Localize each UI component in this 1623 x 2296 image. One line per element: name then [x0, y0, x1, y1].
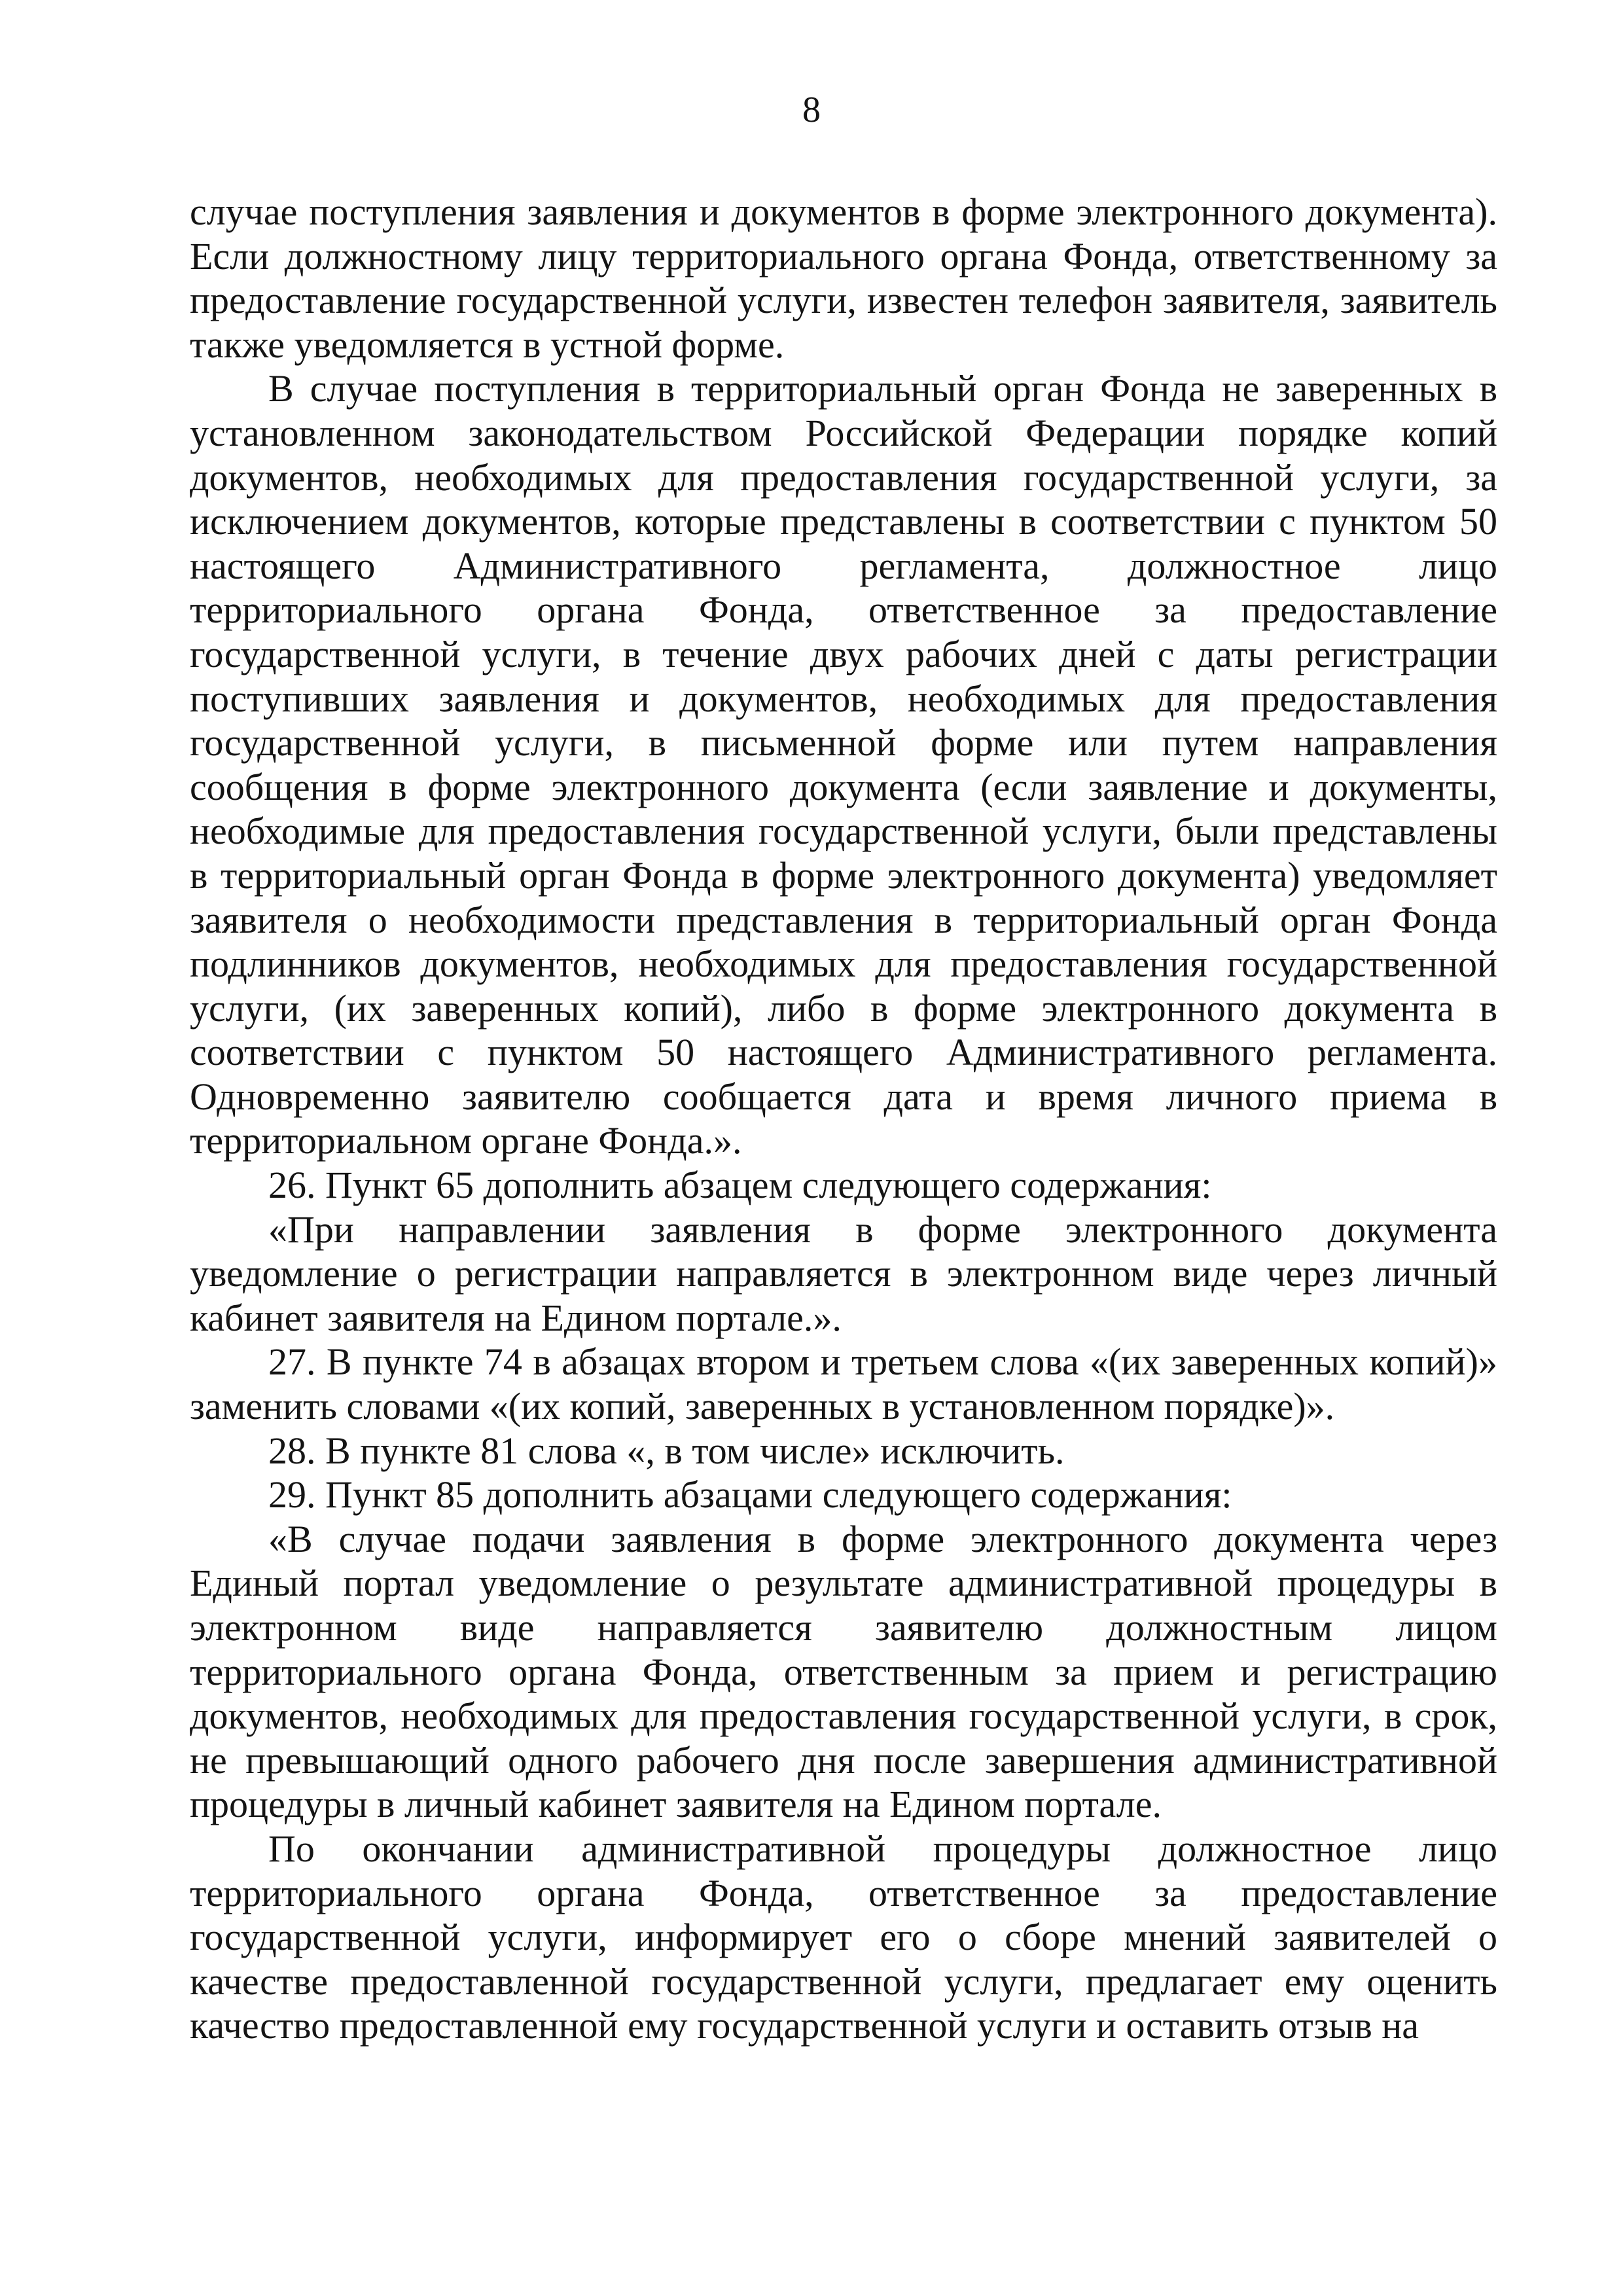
paragraph: 26. Пункт 65 дополнить абзацем следующего содержания: — [268, 1164, 1212, 1207]
paragraph-continuation: случае поступления заявления и документов в форме электронного документа). Если должностному лицу территориального органа Фонда, ответственному за предоставление государственной услуги, известен телефон заявителя, заявитель также уведомляется в устной форме. — [190, 190, 1497, 366]
paragraph: В случае поступления в территориальный орган Фонда не заверенных в установленном законодательством Российской Федерации порядке копий документов, необходимых для предоставления государственной услуги, за исключением документов, которые представлены в соответствии с пунктом 50 настоящего Административного регламента, должностное лицо территориального органа Фонда, ответственное за предоставление государственной услуги, в течение двух рабочих дней с даты регистрации поступивших заявления и документов, необходимых для предоставления государственной услуги, в письменной форме или путем направления сообщения в форме электронного документа (если заявление и документы, необходимые для предоставления государственной услуги, были представлены в территориальный орган Фонда в форме электронного документа) уведомляет заявителя о необходимости представления в территориальный орган Фонда подлинников документов, необходимых для предоставления государственной услуги, (их заверенных копий), либо в форме электронного документа в соответствии с пунктом 50 настоящего Административного регламента. Одновременно заявителю сообщается дата и время личного приема в территориальном органе Фонда.». — [190, 367, 1497, 1162]
document-body — [190, 190, 1497, 2048]
paragraph: 29. Пункт 85 дополнить абзацами следующего содержания: — [268, 1473, 1232, 1516]
paragraph: По окончании административной процедуры должностное лицо территориального органа Фонда, ответственное за предоставление государственной услуги, информирует его о сборе мнений заявителей о качестве предоставленной государственной услуги, предлагает ему оценить качество предоставленной ему государственной услуги и оставить отзыв на — [190, 1827, 1497, 2047]
paragraph: «В случае подачи заявления в форме электронного документа через Единый портал уведомление о результате административной процедуры в электронном виде направляется заявителю должностным лицом территориального органа Фонда, ответственным за прием и регистрацию документов, необходимых для предоставления государственной услуги, в срок, не превышающий одного рабочего дня после завершения административной процедуры в личный кабинет заявителя на Едином портале. — [190, 1517, 1497, 1826]
paragraph: 27. В пункте 74 в абзацах втором и третьем слова «(их заверенных копий)» заменить словами «(их копий, заверенных в установленном порядке)». — [190, 1340, 1497, 1428]
paragraph: «При направлении заявления в форме электронного документа уведомление о регистрации направляется в электронном виде через личный кабинет заявителя на Едином портале.». — [190, 1208, 1497, 1339]
paragraph: 28. В пункте 81 слова «, в том числе» исключить. — [268, 1429, 1065, 1472]
page-number: 8 — [802, 90, 821, 130]
